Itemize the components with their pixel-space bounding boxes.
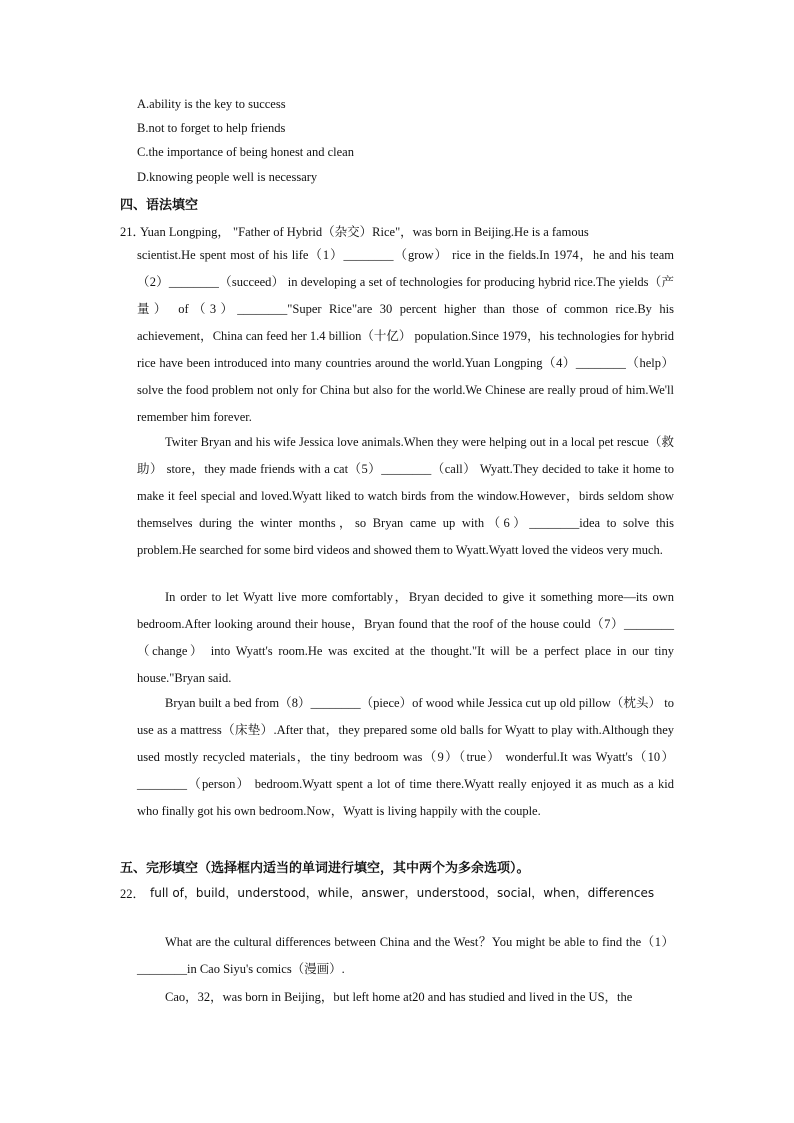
word-choice-list: full of，build，understood，while，answer，understood，social，when，differences: [150, 886, 655, 900]
option-c: C.the importance of being honest and clean: [137, 145, 354, 159]
section-heading-cloze: 五、完形填空（选择框内适当的单词进行填空，其中两个为多余选项）。: [120, 861, 530, 876]
cloze-paragraph-1: What are the cultural differences between China and the West？You might be able to find the（1）________in Cao Siyu's comics（漫画）.: [137, 935, 674, 976]
passage-first-line: Yuan Longping， "Father of Hybrid（杂交）Rice"，was born in Beijing.He is a famous: [140, 225, 589, 239]
option-b: B.not to forget to help friends: [137, 121, 286, 135]
cloze-paragraph-2: Cao，32，was born in Beijing，but left home at20 and has studied and lived in the US，the: [165, 990, 633, 1004]
question-number-21: 21．: [120, 225, 146, 239]
option-a: A.ability is the key to success: [137, 97, 286, 111]
passage-paragraph-1: scientist.He spent most of his life（1）________（grow） rice in the fields.In 1974，he and his team（2）________（succeed） in developing a set of technologies for producing hybrid rice.The yields（产量） of（3）________"Super Rice"are 30 percent higher than those of common rice.By his achievement，China can feed her 1.4 billion（十亿） population.Since 1979，his technologies for hybrid rice have been introduced into many countries around the world.Yuan Longping（4）________（help） solve the food problem not only for China but also for the world.We Chinese are really proud of him.We'll remember him forever.: [137, 248, 674, 424]
question-number-22: 22．: [120, 887, 146, 901]
option-d: D.knowing people well is necessary: [137, 170, 318, 184]
passage-paragraph-2: Twiter Bryan and his wife Jessica love animals.When they were helping out in a local pet rescue（救助） store，they made friends with a cat（5）________（call） Wyatt.They decided to take it home to make it feel special and loved.Wyatt liked to watch birds from the window.However，birds seldom show themselves during the winter months，so Bryan came up with（6）________idea to solve this problem.He searched for some bird videos and showed them to Wyatt.Wyatt loved the videos very much.: [137, 435, 674, 557]
passage-paragraph-3: In order to let Wyatt live more comfortably，Bryan decided to give it something more—its own bedroom.After looking around their house，Bryan found that the roof of the house could（7）________（change） into Wyatt's room.He was excited at the thought."It will be a perfect place in our tiny house."Bryan said.: [137, 590, 674, 685]
section-heading-grammar: 四、语法填空: [120, 198, 199, 213]
passage-paragraph-4: Bryan built a bed from（8）________（piece）of wood while Jessica cut up old pillow（枕头） to use as a mattress（床垫）.After that，they prepared some old balls for Wyatt to play with.Although they used mostly recycled materials，the tiny bedroom was（9）（true） wonderful.It was Wyatt's（10）________（person） bedroom.Wyatt spent a lot of time there.Wyatt really enjoyed it as much as a kid who finally got his own bedroom.Now，Wyatt is living happily with the couple.: [137, 696, 674, 818]
